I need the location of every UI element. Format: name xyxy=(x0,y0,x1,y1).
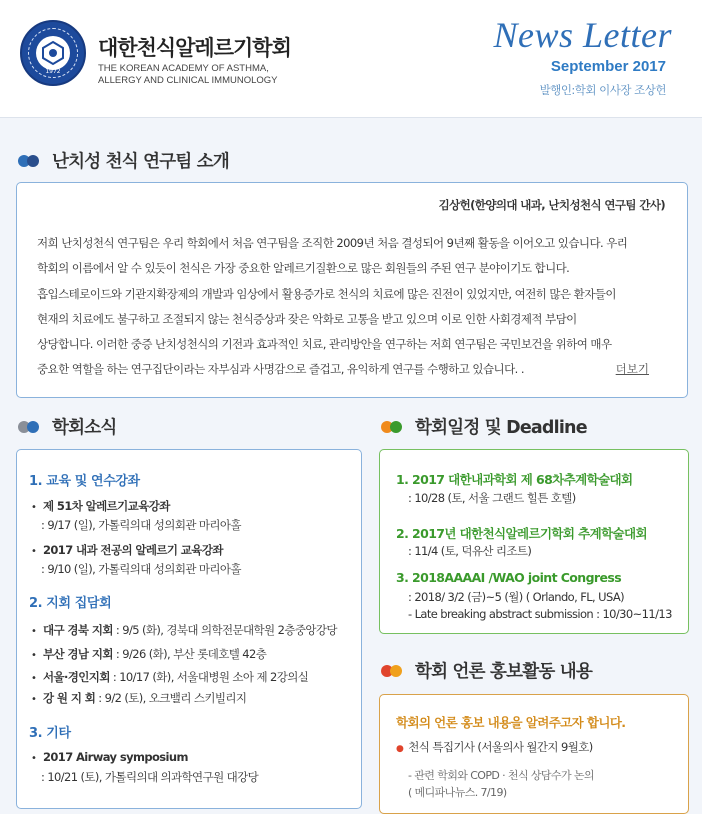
event-detail: : 9/17 (일), 가톨릭의대 성의회관 마리아홀 xyxy=(41,518,241,532)
intro-line: 현재의 치료에도 불구하고 조절되지 않는 천식증상과 잦은 악화로 고통을 받고 있으며 이로 인한 사회경제적 부담이 xyxy=(37,311,577,326)
heading-dots-icon xyxy=(18,419,44,433)
news-section-heading xyxy=(18,414,116,438)
category-branch-meetings: 2. 지회 집담회 xyxy=(29,596,112,611)
intro-line: 흡입스테로이드와 기관지확장제의 개발과 임상에서 활용증가로 천식의 치료에 많은 진전이 있었지만, 여전히 많은 환자들이 xyxy=(37,286,616,301)
event-title: 제 51차 알레르기교육강좌 xyxy=(43,499,170,513)
event-detail: : 9/10 (일), 가톨릭의대 성의회관 마리아홀 xyxy=(41,562,241,576)
schedule-event-detail: : 10/28 (토, 서울 그랜드 힐튼 호텔) xyxy=(408,491,576,505)
event-title: 2017 내과 전공의 알레르기 교육강좌 xyxy=(43,543,223,557)
branch-name: 대구 경북 지회 xyxy=(43,623,113,637)
heading-dots-icon xyxy=(381,419,407,433)
branch-detail: : 9/2 (토), 오크밸리 스키빌리지 xyxy=(95,691,247,705)
newsletter-header xyxy=(0,0,702,118)
branch-name: 강 원 지 회 xyxy=(43,691,96,705)
newsletter-title: News Letter xyxy=(493,15,672,55)
branch-detail: : 9/26 (화), 부산 롯데호텔 42층 xyxy=(112,647,267,661)
schedule-event-title: 3. 2018AAAAI /WAO joint Congress xyxy=(396,570,622,585)
branch-name: 서울·경인지회 xyxy=(43,670,110,684)
category-education: 1. 교육 및 연수강좌 xyxy=(29,474,140,489)
seal-year: 1972 xyxy=(45,68,61,75)
intro-author: 김상헌(한양의대 내과, 난치성천식 연구팀 간사) xyxy=(438,198,665,212)
branch-row xyxy=(31,622,337,638)
schedule-box xyxy=(379,449,689,634)
heading-dots-icon xyxy=(18,153,44,167)
intro-box xyxy=(16,182,688,398)
schedule-event-title: 1. 2017 대한내과학회 제 68차추계학술대회 xyxy=(396,472,633,487)
schedule-event-detail: - Late breaking abstract submission : 10/30~11/13 xyxy=(408,607,672,621)
intro-line: 상당합니다. 이러한 중증 난치성천식의 기전과 효과적인 치료, 관리방안을 연구하는 저희 연구팀은 국민보건을 위하여 매우 xyxy=(37,337,612,352)
branch-row xyxy=(31,669,308,685)
branch-detail: : 9/5 (화), 경북대 의학전문대학원 2층중앙강당 xyxy=(112,623,337,637)
bullet-icon: • xyxy=(31,546,37,557)
schedule-event-detail: : 11/4 (토, 덕유산 리조트) xyxy=(408,544,532,558)
pr-list-item xyxy=(396,739,593,755)
seal-emblem-icon xyxy=(39,39,67,67)
branch-row xyxy=(31,646,266,662)
list-item xyxy=(31,542,223,558)
bullet-icon: • xyxy=(31,694,37,705)
news-box xyxy=(16,449,362,809)
heading-dots-icon xyxy=(381,663,407,677)
intro-heading-text: 난치성 천식 연구팀 소개 xyxy=(52,151,229,172)
intro-section-heading xyxy=(18,148,229,172)
intro-body xyxy=(37,231,677,383)
news-heading-text: 학회소식 xyxy=(52,417,117,438)
branch-detail: : 10/17 (화), 서울대병원 소아 제 2강의실 xyxy=(109,670,309,684)
category-other: 3. 기타 xyxy=(29,726,71,741)
org-name-english xyxy=(98,63,298,87)
pr-item-source: ( 메디파나뉴스. 7/19) xyxy=(408,786,507,799)
pr-heading-text: 학회 언론 홍보활동 내용 xyxy=(415,661,592,682)
org-name-english-line1: THE KOREAN ACADEMY OF ASTHMA, xyxy=(98,63,269,74)
publisher: 발행인:학회 이사장 조상헌 xyxy=(539,83,666,97)
event-detail: : 10/21 (토), 가톨릭의대 의과학연구원 대강당 xyxy=(41,770,259,784)
bullet-icon: • xyxy=(31,502,37,513)
org-name-english-line2: ALLERGY AND CLINICAL IMMUNOLOGY xyxy=(98,75,278,86)
schedule-heading-text: 학회일정 및 Deadline xyxy=(415,417,587,438)
pr-item-title: 천식 특집기사 (서울의사 월간지 9월호) xyxy=(408,740,593,754)
schedule-event-title: 2. 2017년 대한천식알레르기학회 추계학술대회 xyxy=(396,526,647,541)
branch-name: 부산 경남 지회 xyxy=(43,647,113,661)
issue-date: September 2017 xyxy=(550,58,666,75)
red-bullet-icon: ● xyxy=(396,744,404,754)
bullet-icon: • xyxy=(31,650,37,661)
intro-line: 학회의 이름에서 알 수 있듯이 천식은 가장 중요한 알레르기질환으로 많은 회원들의 주된 연구 분야이기도 합니다. xyxy=(37,261,570,276)
org-name-korean: 대한천식알레르기학회 xyxy=(98,36,291,60)
bullet-icon: • xyxy=(31,626,37,637)
schedule-event-detail: : 2018/ 3/2 (금)~5 (월) ( Orlando, FL, USA) xyxy=(408,590,625,604)
academy-seal-logo xyxy=(20,20,86,86)
pr-item-detail: - 관련 학회와 COPD · 천식 상담수가 논의 xyxy=(408,769,594,782)
intro-line: 중요한 역할을 하는 연구집단이라는 자부심과 사명감으로 즐겁고, 유익하게 연구를 수행하고 있습니다. . xyxy=(37,362,524,377)
list-item xyxy=(31,498,170,514)
intro-line: 저희 난치성천식 연구팀은 우리 학회에서 처음 연구팀을 조직한 2009년 처음 결성되어 9년째 활동을 이어오고 있습니다. 우리 xyxy=(37,236,628,250)
pr-box-heading: 학회의 언론 홍보 내용을 알려주고자 합니다. xyxy=(396,715,626,730)
bullet-icon: • xyxy=(31,673,37,684)
event-title: 2017 Airway symposium xyxy=(43,750,188,764)
pr-section-heading xyxy=(381,658,592,682)
schedule-section-heading xyxy=(381,414,587,438)
branch-row xyxy=(31,690,246,706)
list-item xyxy=(31,750,188,764)
pr-box xyxy=(379,694,689,814)
bullet-icon: • xyxy=(31,753,37,764)
more-link[interactable]: 더보기 xyxy=(615,362,649,376)
